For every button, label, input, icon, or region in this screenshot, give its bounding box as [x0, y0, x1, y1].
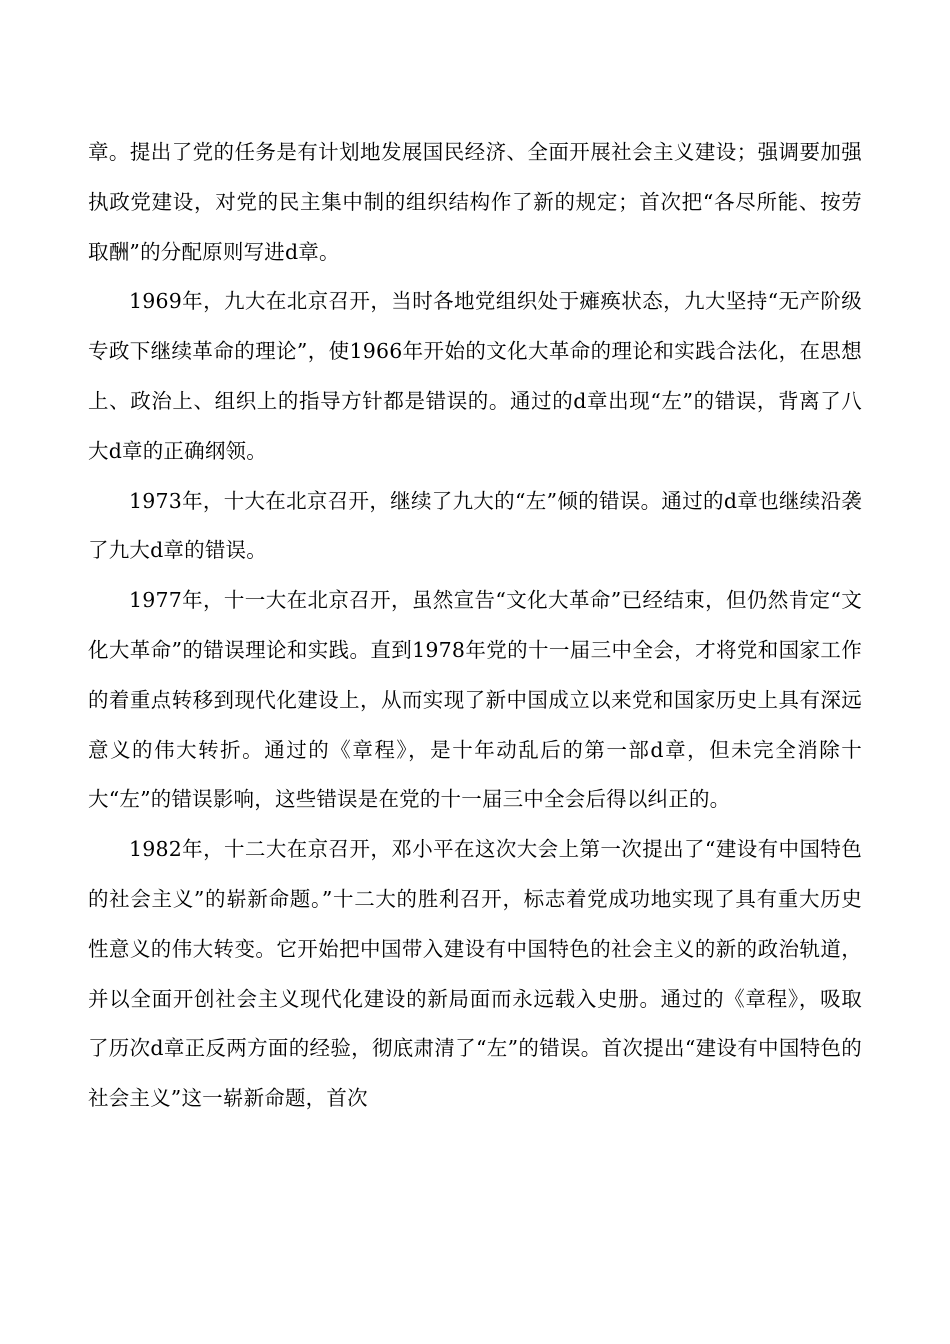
paragraph-1: 章。提出了党的任务是有计划地发展国民经济、全面开展社会主义建设；强调要加强执政党建设，对党的民主集中制的组织结构作了新的规定；首次把“各尽所能、按劳取酬”的分配原则写进d章。: [88, 140, 862, 264]
paragraph-5: 1982年，十二大在京召开，邓小平在这次大会上第一次提出了“建设有中国特色的社会主义”的崭新命题。”十二大的胜利召开，标志着党成功地实现了具有重大历史性意义的伟大转变。它开始把中国带入建设有中国特色的社会主义的新的政治轨道，并以全面开创社会主义现代化建设的新局面而永远载入史册。通过的《章程》，吸取了历次d章正反两方面的经验，彻底肃清了“左”的错误。首次提出“建设有中国特色的社会主义”这一崭新命题，首次: [88, 837, 862, 1111]
paragraph-4: 1977年，十一大在北京召开，虽然宣告“文化大革命”已经结束，但仍然肯定“文化大革命”的错误理论和实践。直到1978年党的十一届三中全会，才将党和国家工作的着重点转移到现代化建设上，从而实现了新中国成立以来党和国家历史上具有深远意义的伟大转折。通过的《章程》，是十年动乱后的第一部d章，但未完全消除十大“左”的错误影响，这些错误是在党的十一届三中全会后得以纠正的。: [88, 588, 862, 812]
paragraph-3: 1973年，十大在北京召开，继续了九大的“左”倾的错误。通过的d章也继续沿袭了九大d章的错误。: [88, 488, 862, 563]
document-page: [88, 128, 862, 1124]
paragraph-2: 1969年，九大在北京召开，当时各地党组织处于瘫痪状态，九大坚持“无产阶级专政下继续革命的理论”，使1966年开始的文化大革命的理论和实践合法化，在思想上、政治上、组织上的指导方针都是错误的。通过的d章出现“左”的错误，背离了八大d章的正确纲领。: [88, 289, 862, 463]
